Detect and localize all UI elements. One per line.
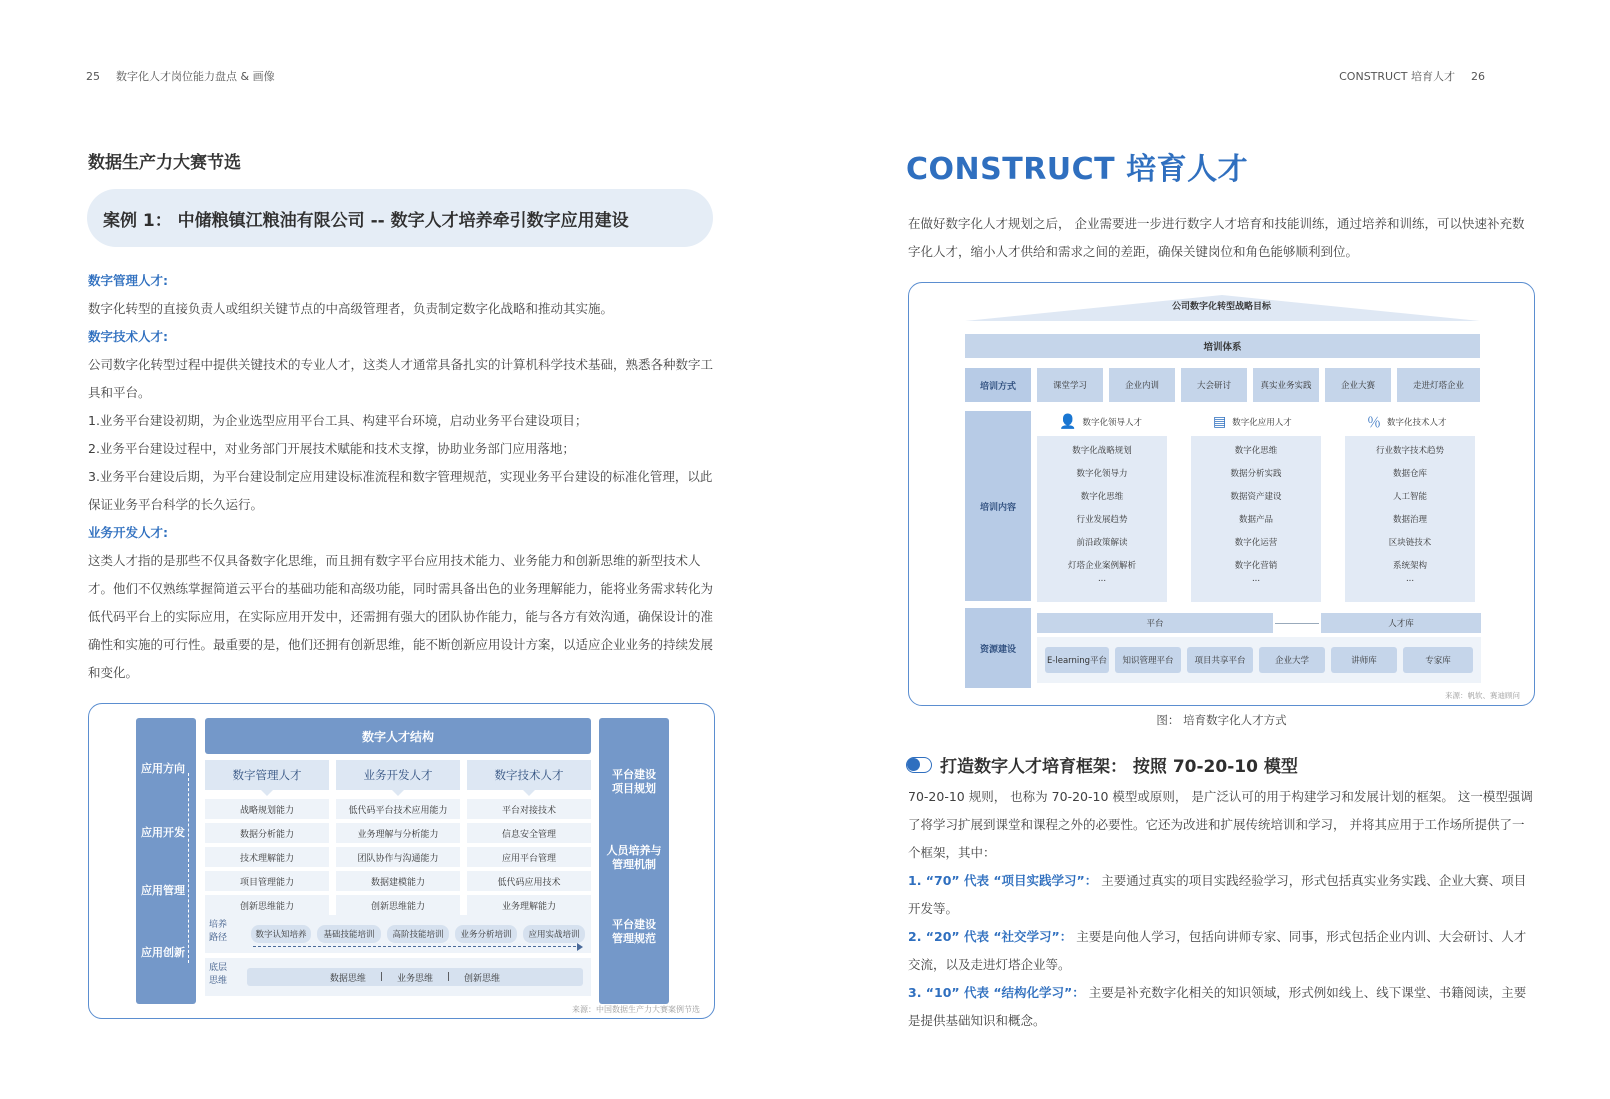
content-item: 人工智能 [1392,492,1427,502]
training-path-row [205,915,591,953]
content-column-header [1037,411,1187,433]
model-point-10 [908,979,1536,1035]
left-page-number: 25 [86,70,100,83]
model-description [908,783,1536,1035]
paragraph: 1.业务平台建设初期，为企业选型应用平台工具、构建平台环境，启动业务平台建设项目； [88,413,588,428]
content-item: 数据资产建设 [1230,492,1282,502]
content-item: 数字化运营 [1234,538,1278,548]
resource-item: 专家库 [1403,647,1473,673]
content-column-header [1191,411,1341,433]
column-title: 数字化技术人才 [1387,418,1447,428]
leader-icon: 👤 [1059,414,1077,430]
resource-item: 知识管理平台 [1115,647,1181,673]
model-point-70 [908,867,1536,923]
ability-cell: 业务理解与分析能力 [336,823,460,843]
subheading-business-dev: 业务开发人才: [88,525,168,540]
page-title: CONSTRUCT 培育人才 [906,152,1249,187]
path-step: 业务分析培训 [455,925,517,943]
path-step: 高阶技能培训 [387,925,449,943]
application-direction-column [136,718,196,1004]
content-column-header [1345,411,1495,433]
direction-label: 应用创新 [141,946,185,959]
base-item: 业务思维 [396,973,433,984]
ability-cell: 数据建模能力 [336,871,460,891]
content-item: ... [1251,574,1261,584]
toggle-bullet-icon [906,757,932,773]
content-item: 行业数字技术趋势 [1375,446,1444,456]
column-header: 业务开发人才 [336,760,460,790]
left-page-header [86,68,275,84]
base-thinking-label: 底层思维 [209,963,228,986]
path-step: 应用实战培训 [523,925,585,943]
content-item: 数据产品 [1238,515,1273,525]
training-mode: 课堂学习 [1037,368,1103,402]
path-step: 数字认知培养 [251,925,311,943]
content-item: 数据分析实践 [1230,469,1282,479]
right-page-header [1339,68,1485,84]
base-item: 创新思维 [464,973,501,984]
ability-cell: 战略规划能力 [205,799,329,819]
point-heading: 3. “10” 代表 “结构化学习”： [908,985,1085,1000]
ability-cell: 项目管理能力 [205,871,329,891]
ability-cell: 数据分析能力 [205,823,329,843]
model-point-20 [908,923,1536,979]
base-item: 数据思维 [329,973,366,984]
section-title: 数据生产力大赛节选 [88,153,241,173]
document-icon: ▤ [1213,414,1227,430]
training-system-bar: 培训体系 [965,334,1480,358]
figure-source: 来源：中国数据生产力大赛案例节选 [572,1005,700,1014]
talent-pool-bar: 人才库 [1321,613,1481,633]
content-item: 前沿政策解读 [1076,538,1128,548]
base-thinking-bar [247,968,583,986]
direction-label: 应用管理 [141,884,185,897]
connector-line [1275,623,1319,624]
training-mode: 企业大赛 [1325,368,1391,402]
structure-head: 数字人才结构 [205,718,591,754]
paragraph: 70-20-10 规则， 也称为 70-20-10 模型或原则， 是广泛认可的用于构建学习和发展计划的框架。 这一模型强调了将学习扩展到课堂和课程之外的必要性。它还为改进和扩展传统培训和学习， 并将其应用于工作场所提供了一个框架，其中： [908,789,1533,860]
ability-cell: 技术理解能力 [205,847,329,867]
content-item: 数字化思维 [1234,446,1278,456]
path-arrow [253,946,581,947]
paragraph: 数字化转型的直接负责人或组织关键节点的中高级管理者，负责制定数字化战略和推动其实施。 [88,301,614,316]
talent-structure-figure [88,703,715,1019]
content-column [1345,436,1475,602]
right-page-number: 26 [1471,70,1485,83]
content-column [1191,436,1321,602]
content-item: 数字化营销 [1234,561,1278,571]
paragraph: 公司数字化转型过程中提供关键技术的专业人才，这类人才通常具备扎实的计算机科学技术基础，熟悉各种数字工具和平台。 [88,357,714,400]
platform-bar: 平台 [1037,613,1273,633]
paragraph: 2.业务平台建设过程中，对业务部门开展技术赋能和技术支撑，协助业务部门应用落地； [88,441,575,456]
base-separator: | [379,972,383,982]
training-mode: 真实业务实践 [1253,368,1319,402]
resource-item: 企业大学 [1259,647,1325,673]
paragraph: 3.业务平台建设后期，为平台建设制定应用建设标准流程和数字管理规范，实现业务平台建设的标准化管理，以此保证业务平台科学的长久运行。 [88,469,713,512]
direction-label: 应用开发 [141,826,185,839]
column-title: 数字化领导人才 [1082,418,1142,428]
section-heading-text: 打造数字人才培育框架： 按照 70-20-10 模型 [940,757,1298,777]
ability-cell: 低代码平台技术应用能力 [336,799,460,819]
subheading-digital-management: 数字管理人才: [88,273,168,288]
training-mode: 企业内训 [1109,368,1175,402]
paragraph: 这类人才指的是那些不仅具备数字化思维，而且拥有数字平台应用技术能力、业务能力和创新思维的新型技术人才。他们不仅熟练掌握简道云平台的基础功能和高级功能，同时需具备出色的业务理解能力，能将业务需求转化为低代码平台上的实际应用，在实际应用开发中，还需拥有强大的团队协作能力，能与各方有效沟通，确保设计的准确性和实施的可行性。最重要的是，他们还拥有创新思维，能不断创新应用设计方案，以适应企业业务的持续发展和变化。 [88,553,714,680]
ability-cell: 低代码应用技术 [467,871,591,891]
column-title: 数字化应用人才 [1232,418,1292,428]
resource-building-label: 资源建设 [965,608,1031,688]
column-header: 数字技术人才 [467,760,591,790]
content-item: 数据治理 [1392,515,1427,525]
content-item: 数据仓库 [1392,469,1427,479]
content-item: 数字化思维 [1080,492,1124,502]
ability-cell: 创新思维能力 [205,895,329,915]
intro-paragraph: 在做好数字化人才规划之后， 企业需要进一步进行数字人才培育和技能训练，通过培养和训练，可以快速补充数字化人才，缩小人才供给和需求之间的差距，确保关键岗位和角色能够顺利到位。 [908,216,1525,259]
ability-cell: 业务理解能力 [467,895,591,915]
ability-cell: 团队协作与沟通能力 [336,847,460,867]
content-item: ... [1405,574,1415,584]
content-item: ... [1097,574,1107,584]
right-header-title: CONSTRUCT 培育人才 [1339,70,1455,83]
training-content-label: 培训内容 [965,411,1031,601]
training-system-figure [908,282,1535,706]
platform-label: 平台建设管理规范 [612,918,656,945]
training-path-label: 培养路径 [209,920,228,943]
point-text: 主要通过真实的项目实践经验学习，形式包括真实业务实践、企业大赛、项目开发等。 [908,873,1527,916]
resource-item: E-learning平台 [1045,647,1109,673]
resource-item: 讲师库 [1331,647,1397,673]
subheading-digital-tech: 数字技术人才: [88,329,168,344]
path-step: 基础技能培训 [317,925,381,943]
point-heading: 1. “70” 代表 “项目实践学习”： [908,873,1098,888]
training-mode: 大会研讨 [1181,368,1247,402]
case-title: 案例 1： 中储粮镇江粮油有限公司 -- 数字人才培养牵引数字应用建设 [103,210,629,231]
training-mode-label: 培训方式 [965,368,1031,402]
base-thinking-row [205,958,591,996]
point-text: 主要是补充数字化相关的知识领域，形式例如线上、线下课堂、书籍阅读，主要是提供基础知识和概念。 [908,985,1527,1028]
strategy-goal-label: 公司数字化转型战略目标 [1171,302,1271,312]
column-header: 数字管理人才 [205,760,329,790]
content-item: 灯塔企业案例解析 [1067,561,1136,571]
figure-caption: 图： 培育数字化人才方式 [1156,713,1287,727]
section-heading-70-20-10 [906,752,1298,777]
ability-cell: 平台对接技术 [467,799,591,819]
platform-column [599,718,669,1004]
percent-icon: ％ [1367,415,1381,431]
ability-cell: 信息安全管理 [467,823,591,843]
figure-source: 来源：帆软、赛迪顾问 [1445,691,1520,700]
content-item: 系统架构 [1392,561,1427,571]
left-header-title: 数字化人才岗位能力盘点 & 画像 [116,70,275,83]
ability-cell: 创新思维能力 [336,895,460,915]
point-heading: 2. “20” 代表 “社交学习”： [908,929,1073,944]
resource-item: 项目共享平台 [1187,647,1253,673]
platform-label: 平台建设项目规划 [612,768,656,795]
point-text: 主要是向他人学习，包括向讲师专家、同事，形式包括企业内训、大会研讨、人才交流，以及走进灯塔企业等。 [908,929,1527,972]
direction-label: 应用方向 [141,762,185,775]
content-item: 行业发展趋势 [1076,515,1128,525]
base-separator: | [447,972,451,982]
ability-cell: 应用平台管理 [467,847,591,867]
content-item: 区块链技术 [1388,538,1432,548]
platform-label: 人员培养与管理机制 [606,844,662,871]
training-mode: 走进灯塔企业 [1397,368,1480,402]
left-body-text [88,267,713,687]
content-column [1037,436,1167,602]
content-item: 数字化领导力 [1076,469,1128,479]
dashed-divider [188,773,189,963]
case-title-banner [87,189,713,247]
content-item: 数字化战略规划 [1072,446,1132,456]
